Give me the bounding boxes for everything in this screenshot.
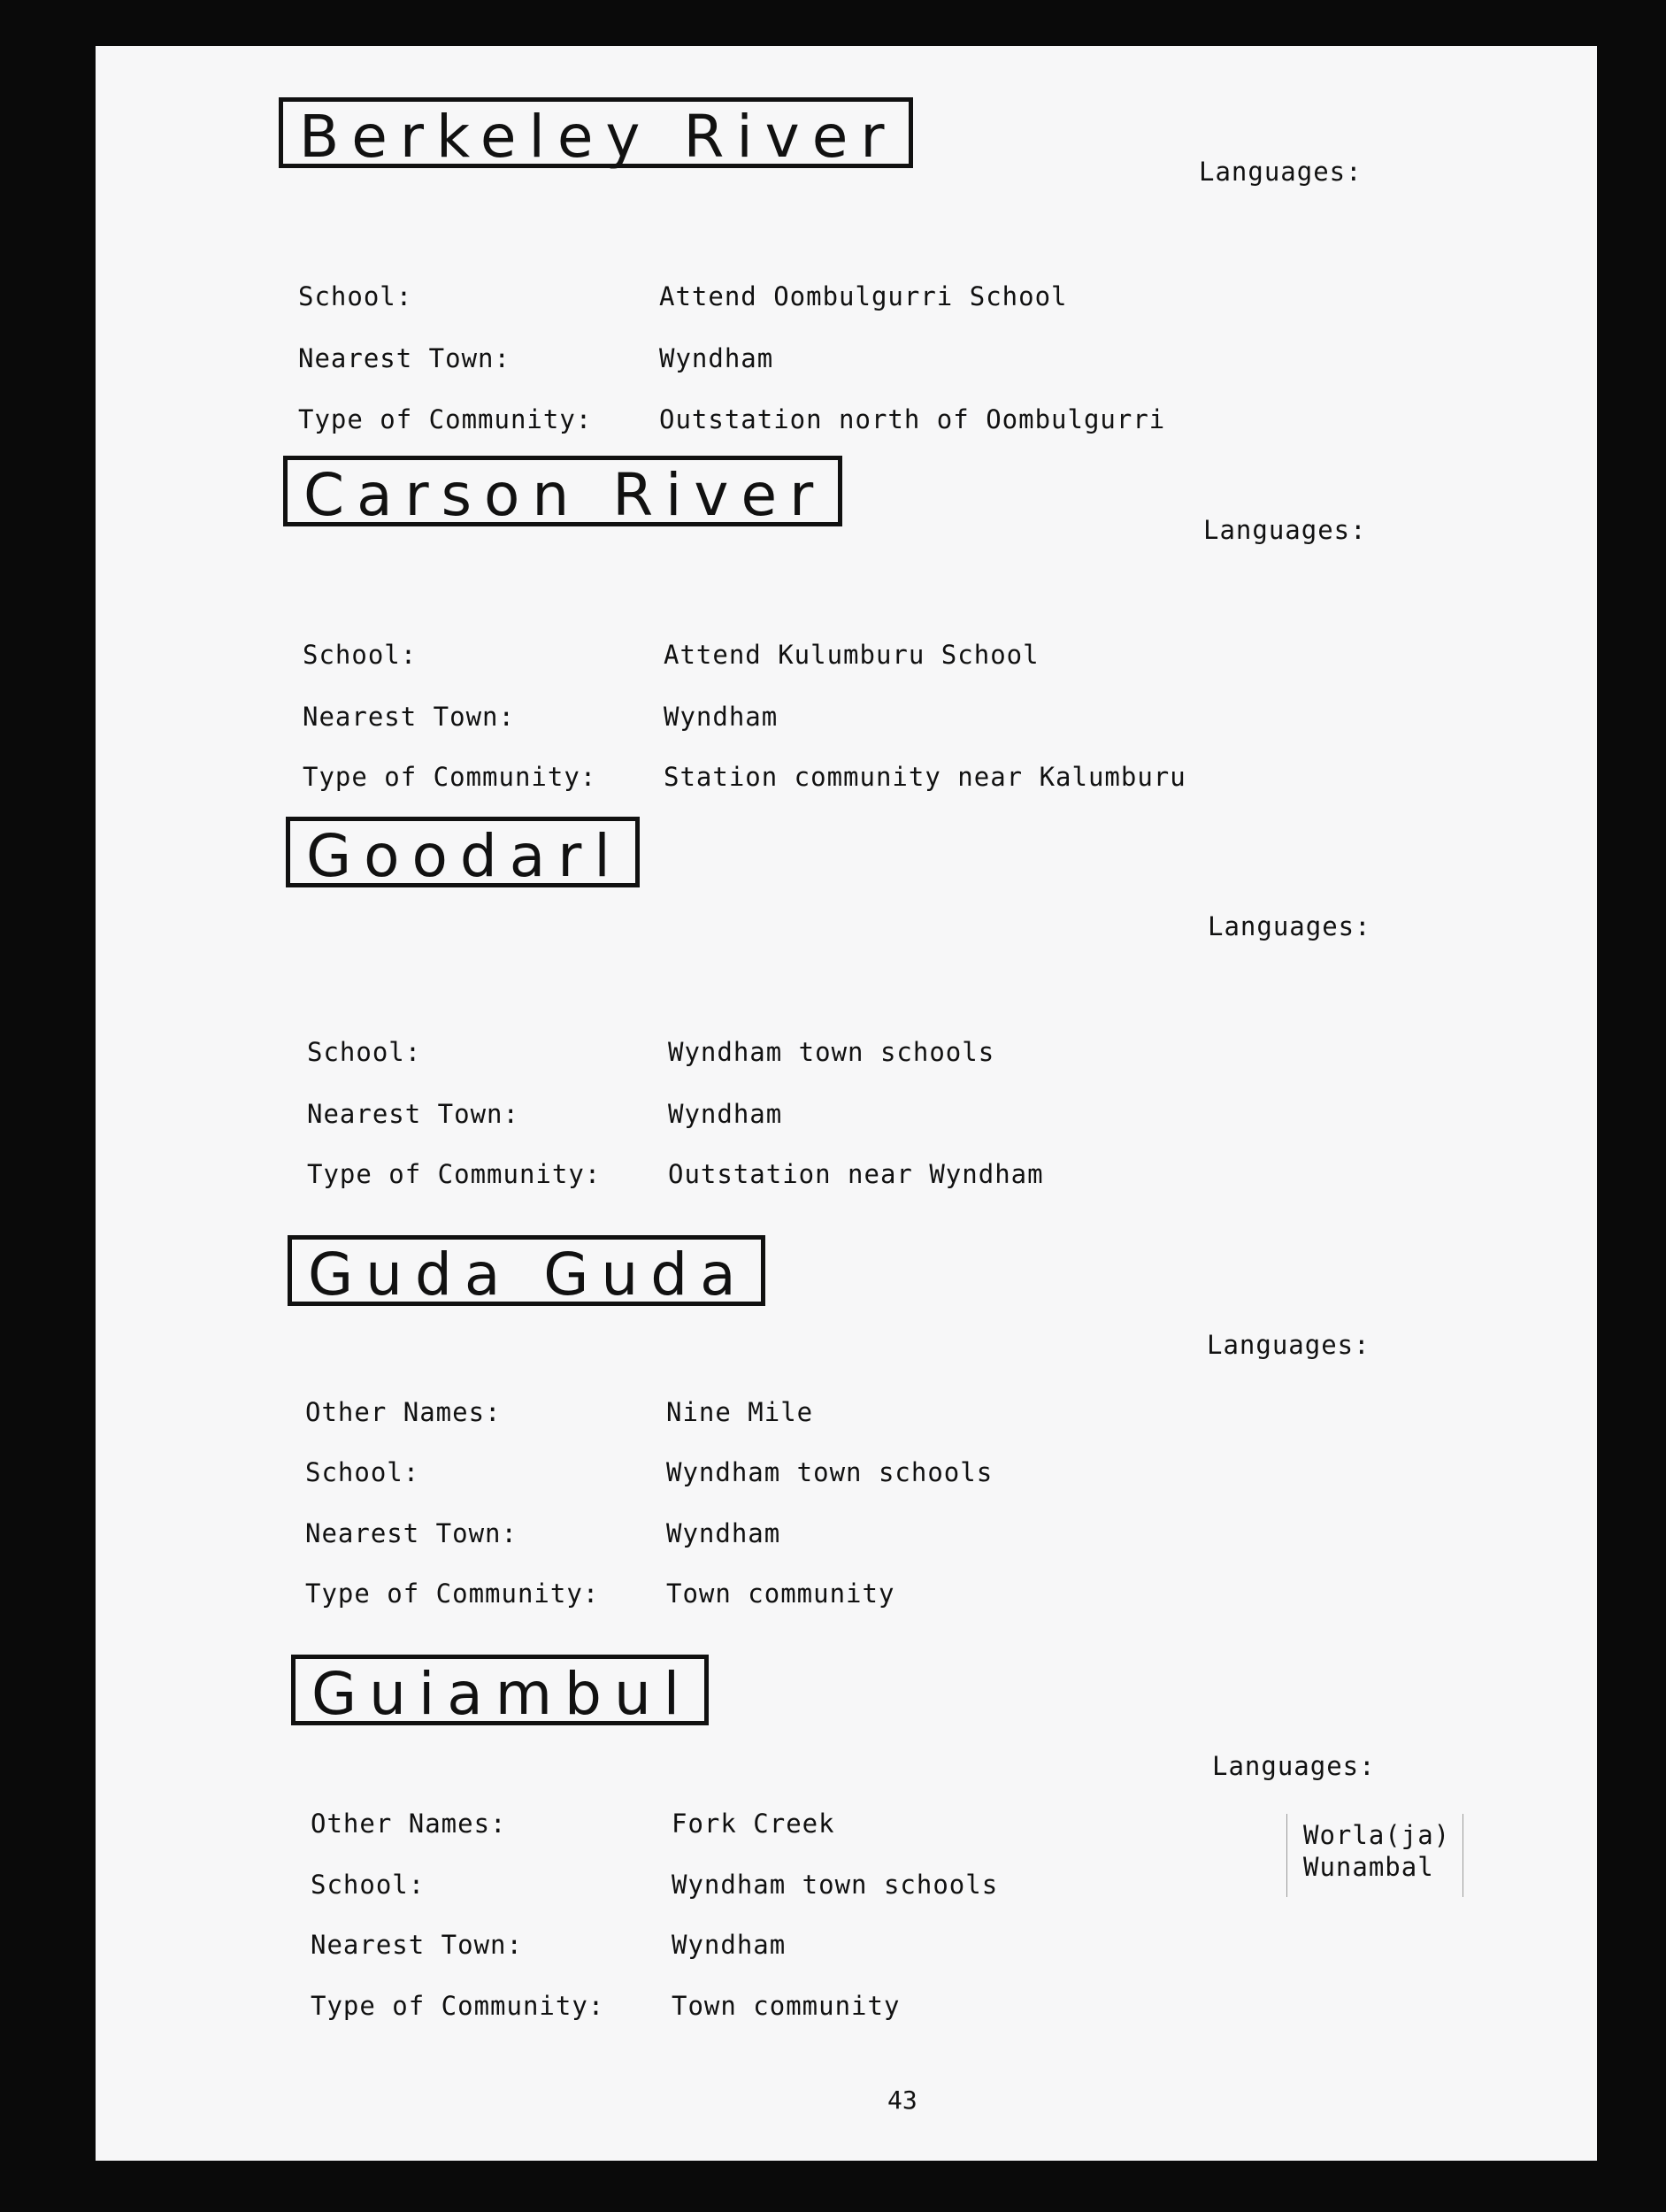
school-value: Wyndham town schools [672, 1870, 999, 1900]
community-title: Goodarl [286, 817, 640, 887]
nearest-town-label: Nearest Town: [307, 1099, 519, 1129]
community-type-label: Type of Community: [307, 1159, 602, 1189]
community-title: Berkeley River [279, 97, 913, 168]
community-type-label: Type of Community: [305, 1578, 600, 1609]
community-type-value: Station community near Kalumburu [664, 762, 1186, 792]
school-label: School: [298, 281, 413, 311]
school-value: Wyndham town schools [666, 1457, 994, 1487]
nearest-town-label: Nearest Town: [305, 1518, 518, 1548]
languages-label: Languages: [1212, 1751, 1376, 1781]
community-type-label: Type of Community: [311, 1991, 605, 2021]
page-number: 43 [887, 2085, 917, 2115]
community-title: Guiambul [291, 1655, 709, 1725]
school-label: School: [307, 1037, 422, 1067]
languages-label: Languages: [1207, 1330, 1370, 1360]
school-value: Wyndham town schools [668, 1037, 995, 1067]
community-type-value: Outstation near Wyndham [668, 1159, 1044, 1189]
language-item: Worla(ja) [1303, 1820, 1451, 1850]
nearest-town-value: Wyndham [664, 702, 779, 732]
language-item: Wunambal [1303, 1852, 1434, 1882]
languages-label: Languages: [1199, 157, 1363, 187]
document-page [96, 46, 1597, 2161]
community-title: Carson River [283, 456, 842, 526]
other-names-value: Fork Creek [672, 1809, 835, 1839]
community-type-label: Type of Community: [303, 762, 597, 792]
community-type-value: Town community [666, 1578, 895, 1609]
school-value: Attend Oombulgurri School [659, 281, 1068, 311]
languages-list [1286, 1814, 1463, 1897]
languages-label: Languages: [1203, 515, 1367, 545]
nearest-town-label: Nearest Town: [303, 702, 515, 732]
nearest-town-value: Wyndham [668, 1099, 783, 1129]
other-names-label: Other Names: [311, 1809, 507, 1839]
nearest-town-value: Wyndham [659, 343, 774, 373]
other-names-value: Nine Mile [666, 1397, 814, 1427]
school-label: School: [311, 1870, 426, 1900]
community-title: Guda Guda [288, 1235, 765, 1306]
community-type-label: Type of Community: [298, 404, 593, 434]
community-type-value: Outstation north of Oombulgurri [659, 404, 1166, 434]
school-value: Attend Kulumburu School [664, 640, 1040, 670]
other-names-label: Other Names: [305, 1397, 502, 1427]
school-label: School: [305, 1457, 420, 1487]
nearest-town-value: Wyndham [666, 1518, 781, 1548]
school-label: School: [303, 640, 418, 670]
nearest-town-label: Nearest Town: [311, 1930, 523, 1960]
nearest-town-value: Wyndham [672, 1930, 787, 1960]
languages-label: Languages: [1208, 911, 1371, 941]
community-type-value: Town community [672, 1991, 901, 2021]
nearest-town-label: Nearest Town: [298, 343, 511, 373]
